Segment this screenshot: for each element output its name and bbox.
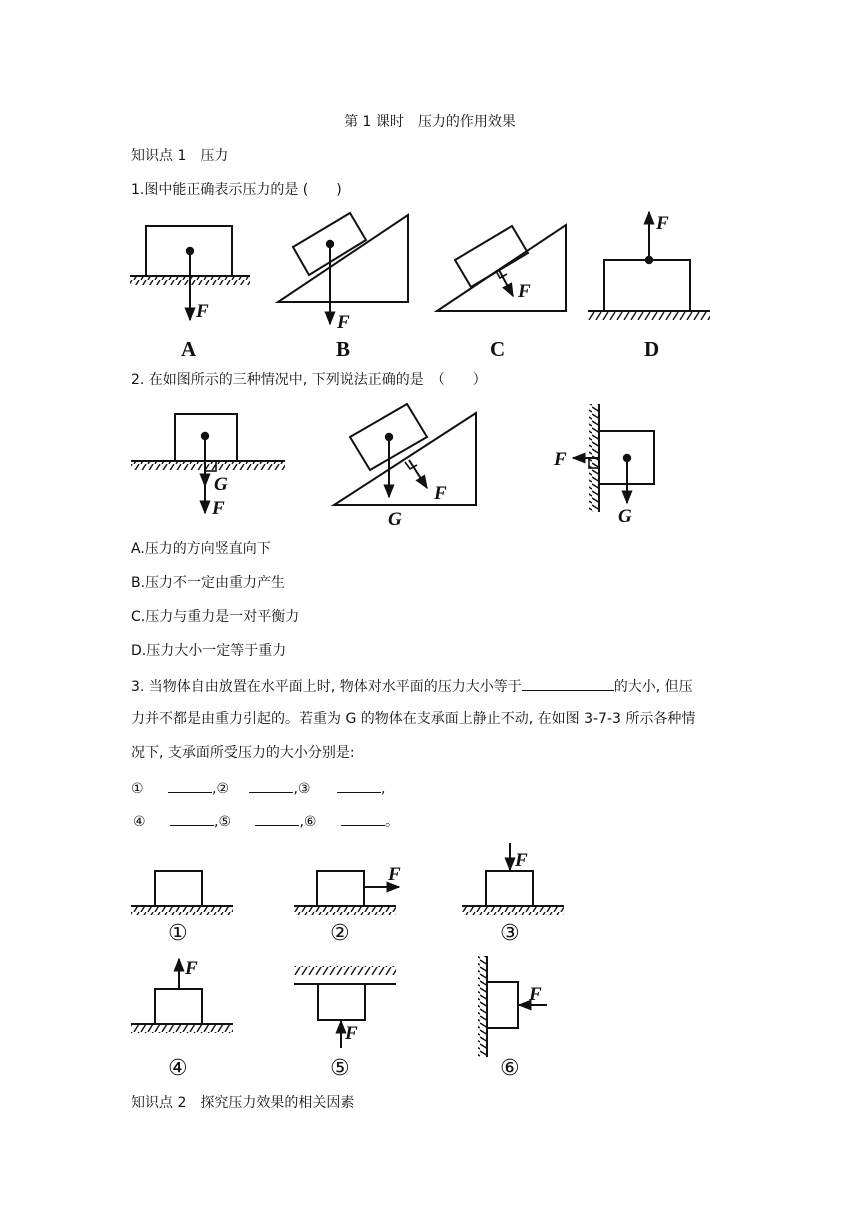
q1-figure-b [278, 213, 408, 324]
q2-fig3-gravity-label: G [618, 506, 632, 527]
choice-b: B.压力不一定由重力产生 [131, 575, 286, 591]
option-d-label: D [644, 337, 660, 361]
question-3-text-post: 的大小, 但压 [613, 679, 693, 695]
section-heading-2: 知识点 2 探究压力效果的相关因素 [131, 1095, 355, 1111]
q3-fig5-force-label: F [345, 1023, 358, 1044]
q3-figure-2 [294, 871, 399, 915]
answer-3-marker: ,③ [293, 781, 311, 797]
q2-fig2-gravity-label: G [388, 509, 402, 530]
choice-a: A.压力的方向竖直向下 [131, 541, 271, 557]
q1-c-force-label: F [518, 281, 531, 302]
q3-fig6-force-label: F [529, 984, 542, 1005]
q3-fig4-force-label: F [185, 958, 198, 979]
choice-c: C.压力与重力是一对平衡力 [131, 609, 300, 625]
answer-4-marker: ④ [133, 814, 146, 830]
q2-figure-incline [334, 404, 476, 505]
question-2-stem: 2. 在如图所示的三种情况中, 下列说法正确的是 （ ） [131, 372, 487, 388]
q3-figure-4 [131, 959, 233, 1033]
question-3-line-2: 力并不都是由重力引起的。若重为 G 的物体在支承面上静止不动, 在如图 3-7-3 所示各种情 [131, 711, 696, 727]
q3-fig2-force-label: F [388, 864, 401, 885]
question-3-text-pre: 3. 当物体自由放置在水平面上时, 物体对水平面的压力大小等于 [131, 679, 522, 695]
option-a-label: A [181, 337, 197, 361]
q3-figure-1 [131, 871, 233, 915]
answer-6-marker: ,⑥ [299, 814, 317, 830]
answer-row-1-end: , [380, 781, 386, 797]
q3-figure-6 [478, 956, 547, 1057]
q1-figure-a [130, 226, 250, 320]
q1-figure-c [437, 225, 566, 311]
q2-fig1-gravity-label: G [214, 474, 228, 495]
option-b-label: B [336, 337, 351, 361]
section-heading-1: 知识点 1 压力 [131, 148, 229, 164]
q3-figure-6-label: ⑥ [500, 1056, 520, 1081]
option-c-label: C [490, 337, 506, 361]
q2-figure-ground [131, 414, 285, 513]
q3-figure-4-label: ④ [168, 1056, 188, 1081]
q2-fig3-force-label: F [554, 449, 567, 470]
q3-figure-3 [462, 843, 564, 915]
answer-5-marker: ,⑤ [214, 814, 232, 830]
q1-labels [181, 213, 669, 361]
q2-figure-wall [573, 404, 654, 512]
q2-fig1-force-label: F [212, 498, 225, 519]
question-1-stem: 1.图中能正确表示压力的是 ( ) [131, 182, 342, 198]
q3-figure-3-label: ③ [500, 921, 520, 946]
answer-row-2-end: 。 [384, 814, 399, 830]
q2-fig2-force-label: F [434, 483, 447, 504]
q1-d-force-label: F [656, 213, 669, 234]
answer-1-marker: ① [131, 781, 144, 797]
page-title: 第 1 课时 压力的作用效果 [344, 114, 516, 130]
choice-d: D.压力大小一定等于重力 [131, 643, 287, 659]
q1-b-force-label: F [337, 312, 350, 333]
question-3-line-3: 况下, 支承面所受压力的大小分别是: [131, 745, 355, 761]
q1-a-force-label: F [196, 301, 209, 322]
q1-figure-d [588, 212, 710, 320]
q3-fig3-force-label: F [515, 850, 528, 871]
answer-2-marker: ,② [212, 781, 230, 797]
q3-figure-2-label: ② [330, 921, 350, 946]
q3-figure-5-label: ⑤ [330, 1056, 350, 1081]
q3-figure-1-label: ① [168, 921, 188, 946]
